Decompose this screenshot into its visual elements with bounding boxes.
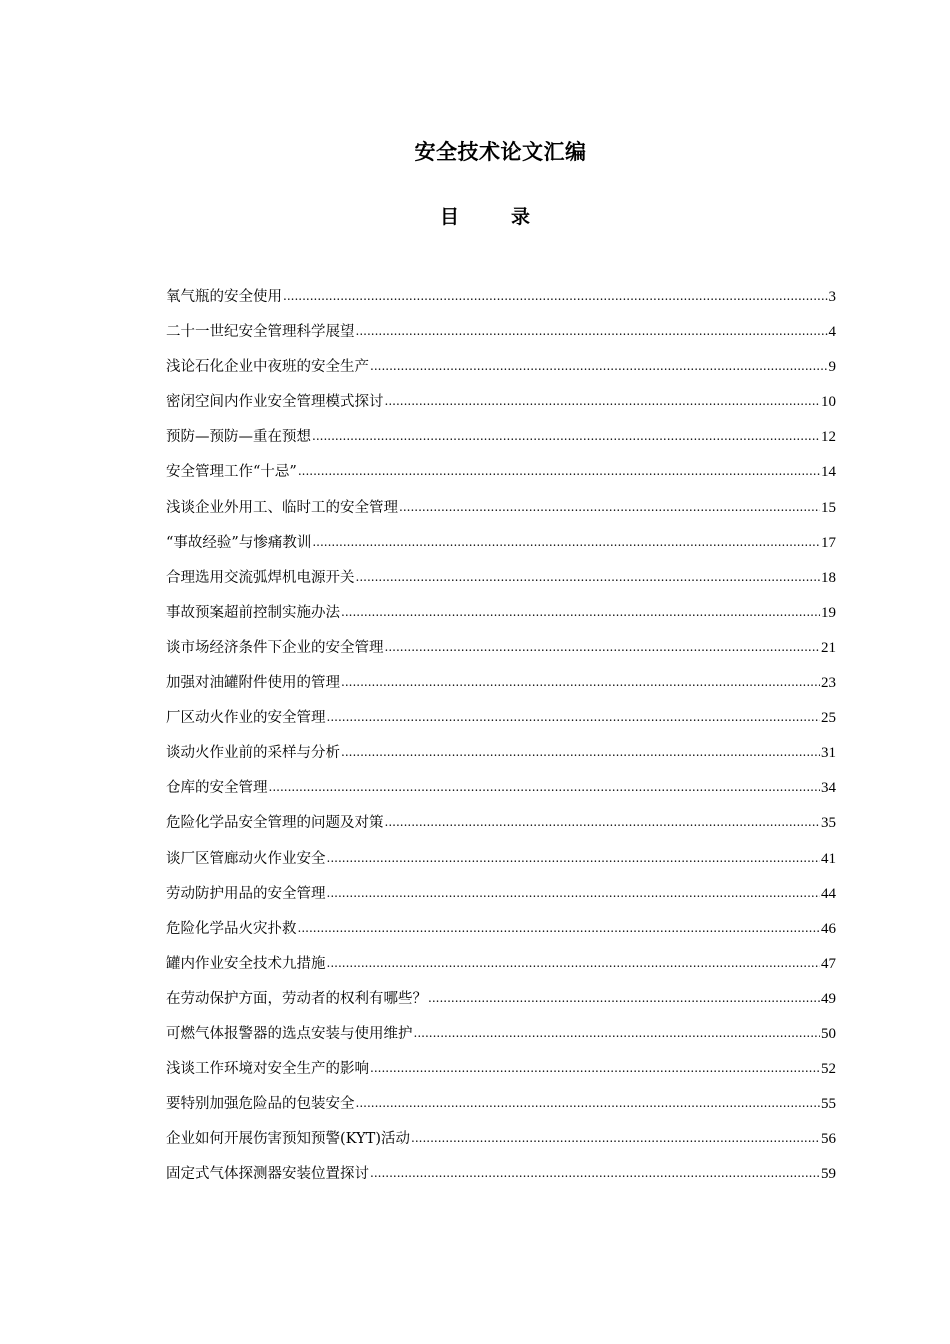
toc-entry[interactable] bbox=[166, 812, 836, 847]
toc-entry-page-number: 47 bbox=[821, 955, 836, 972]
toc-dot-leader bbox=[327, 882, 821, 904]
toc-entry[interactable] bbox=[166, 672, 836, 707]
toc-entry[interactable] bbox=[166, 321, 836, 356]
toc-entry-title: 浅谈企业外用工、临时工的安全管理 bbox=[166, 499, 398, 516]
toc-entry-page-number: 21 bbox=[821, 639, 836, 656]
toc-dot-leader bbox=[312, 531, 820, 553]
toc-entry[interactable] bbox=[166, 1163, 836, 1198]
toc-entry-page-number: 59 bbox=[821, 1166, 836, 1183]
toc-entry-page-number: 46 bbox=[821, 920, 836, 937]
toc-entry-title: “事故经验”与惨痛教训 bbox=[166, 534, 312, 551]
toc-entry-page-number: 3 bbox=[828, 289, 836, 305]
toc-entry-title: 氧气瓶的安全使用 bbox=[166, 289, 282, 305]
toc-entry[interactable] bbox=[166, 918, 836, 953]
toc-entry-title: 仓库的安全管理 bbox=[166, 780, 268, 797]
toc-entry[interactable] bbox=[166, 988, 836, 1023]
toc-entry-title: 厂区动火作业的安全管理 bbox=[166, 710, 326, 727]
toc-entry-page-number: 19 bbox=[821, 604, 836, 621]
toc-entry-title: 合理选用交流弧焊机电源开关 bbox=[166, 569, 355, 586]
toc-entry-title: 谈动火作业前的采样与分析 bbox=[166, 745, 340, 762]
toc-entry-page-number: 14 bbox=[821, 464, 836, 481]
toc-entry-page-number: 9 bbox=[828, 359, 836, 376]
toc-entry-page-number: 23 bbox=[821, 675, 836, 692]
toc-entry[interactable] bbox=[166, 883, 836, 918]
toc-entry[interactable] bbox=[166, 1058, 836, 1093]
toc-entry-title: 危险化学品火灾扑救 bbox=[166, 920, 297, 937]
toc-entry-page-number: 35 bbox=[821, 815, 836, 832]
toc-entry-title: 可燃气体报警器的选点安装与使用维护 bbox=[166, 1025, 413, 1042]
toc-entry[interactable] bbox=[166, 356, 836, 391]
toc-dot-leader bbox=[298, 460, 820, 482]
toc-dot-leader bbox=[414, 1022, 821, 1044]
toc-entry[interactable] bbox=[166, 1093, 836, 1128]
toc-entry-page-number: 4 bbox=[828, 324, 836, 341]
toc-dot-leader bbox=[327, 847, 821, 869]
toc-entry-page-number: 15 bbox=[821, 499, 836, 516]
toc-entry-title: 要特别加强危险品的包装安全 bbox=[166, 1096, 355, 1113]
toc-heading-left: 目 bbox=[439, 206, 459, 228]
toc-entry[interactable] bbox=[166, 742, 836, 777]
toc-entry-title: 企业如何开展伤害预知预警(KYT)活动 bbox=[166, 1131, 410, 1148]
toc-dot-leader bbox=[327, 952, 821, 974]
toc-dot-leader bbox=[385, 390, 821, 412]
toc-entry-page-number: 50 bbox=[821, 1025, 836, 1042]
toc-list bbox=[166, 286, 836, 1198]
toc-entry[interactable] bbox=[166, 391, 836, 426]
toc-entry-title: 预防—预防—重在预想 bbox=[166, 429, 311, 446]
toc-dot-leader bbox=[356, 320, 828, 342]
toc-entry-title: 危险化学品安全管理的问题及对策 bbox=[166, 815, 384, 832]
toc-dot-leader bbox=[356, 1092, 821, 1114]
toc-entry-title: 谈市场经济条件下企业的安全管理 bbox=[166, 639, 384, 656]
toc-dot-leader bbox=[370, 1162, 820, 1184]
toc-dot-leader bbox=[356, 566, 821, 588]
toc-entry[interactable] bbox=[166, 1023, 836, 1058]
toc-entry-page-number: 17 bbox=[821, 534, 836, 551]
toc-entry-title: 密闭空间内作业安全管理模式探讨 bbox=[166, 394, 384, 411]
toc-entry[interactable] bbox=[166, 426, 836, 461]
toc-entry[interactable] bbox=[166, 637, 836, 672]
toc-entry-title: 谈厂区管廊动火作业安全 bbox=[166, 850, 326, 867]
toc-dot-leader bbox=[312, 425, 820, 447]
toc-dot-leader bbox=[269, 776, 821, 798]
toc-entry[interactable] bbox=[166, 532, 836, 567]
toc-dot-leader bbox=[341, 741, 820, 763]
toc-entry[interactable] bbox=[166, 286, 836, 321]
toc-entry-page-number: 41 bbox=[821, 850, 836, 867]
toc-entry[interactable] bbox=[166, 777, 836, 812]
toc-dot-leader bbox=[370, 355, 828, 377]
toc-entry-page-number: 56 bbox=[821, 1131, 836, 1148]
toc-entry-title: 固定式气体探测器安装位置探讨 bbox=[166, 1166, 369, 1183]
toc-dot-leader bbox=[298, 917, 821, 939]
toc-entry-page-number: 10 bbox=[821, 394, 836, 411]
toc-entry-page-number: 12 bbox=[821, 429, 836, 446]
toc-entry[interactable] bbox=[166, 1128, 836, 1163]
toc-entry-title: 浅谈工作环境对安全生产的影响 bbox=[166, 1061, 369, 1078]
toc-entry-title: 二十一世纪安全管理科学展望 bbox=[166, 324, 355, 341]
toc-entry-page-number: 52 bbox=[821, 1061, 836, 1078]
toc-entry[interactable] bbox=[166, 567, 836, 602]
toc-dot-leader bbox=[283, 285, 828, 307]
toc-dot-leader bbox=[399, 496, 820, 518]
toc-entry-title: 加强对油罐附件使用的管理 bbox=[166, 675, 340, 692]
toc-entry-page-number: 34 bbox=[821, 780, 836, 797]
toc-entry[interactable] bbox=[166, 497, 836, 532]
toc-dot-leader bbox=[370, 1057, 820, 1079]
toc-dot-leader bbox=[341, 601, 820, 623]
toc-entry-title: 罐内作业安全技术九措施 bbox=[166, 955, 326, 972]
toc-entry-title: 浅论石化企业中夜班的安全生产 bbox=[166, 359, 369, 376]
toc-entry-page-number: 25 bbox=[821, 710, 836, 727]
document-title: 安全技术论文汇编 bbox=[414, 140, 587, 164]
toc-entry-page-number: 55 bbox=[821, 1096, 836, 1113]
toc-heading bbox=[0, 202, 950, 229]
toc-dot-leader bbox=[385, 636, 821, 658]
toc-entry-title: 劳动防护用品的安全管理 bbox=[166, 885, 326, 902]
toc-entry[interactable] bbox=[166, 707, 836, 742]
toc-entry-page-number: 31 bbox=[821, 745, 836, 762]
toc-dot-leader bbox=[327, 706, 821, 728]
toc-entry-title: 安全管理工作“十忌” bbox=[166, 464, 297, 481]
toc-entry-page-number: 49 bbox=[821, 990, 836, 1007]
toc-dot-leader bbox=[411, 1127, 820, 1149]
toc-dot-leader bbox=[341, 671, 820, 693]
toc-entry[interactable] bbox=[166, 602, 836, 637]
toc-dot-leader bbox=[385, 811, 821, 833]
toc-heading-right: 录 bbox=[511, 206, 531, 228]
toc-dot-leader bbox=[428, 987, 820, 1009]
toc-entry[interactable] bbox=[166, 848, 836, 883]
toc-entry[interactable] bbox=[166, 461, 836, 496]
toc-entry-page-number: 44 bbox=[821, 885, 836, 902]
toc-entry[interactable] bbox=[166, 953, 836, 988]
toc-entry-title: 在劳动保护方面，劳动者的权利有哪些？ bbox=[166, 990, 427, 1007]
toc-entry-title: 事故预案超前控制实施办法 bbox=[166, 604, 340, 621]
toc-entry-page-number: 18 bbox=[821, 569, 836, 586]
